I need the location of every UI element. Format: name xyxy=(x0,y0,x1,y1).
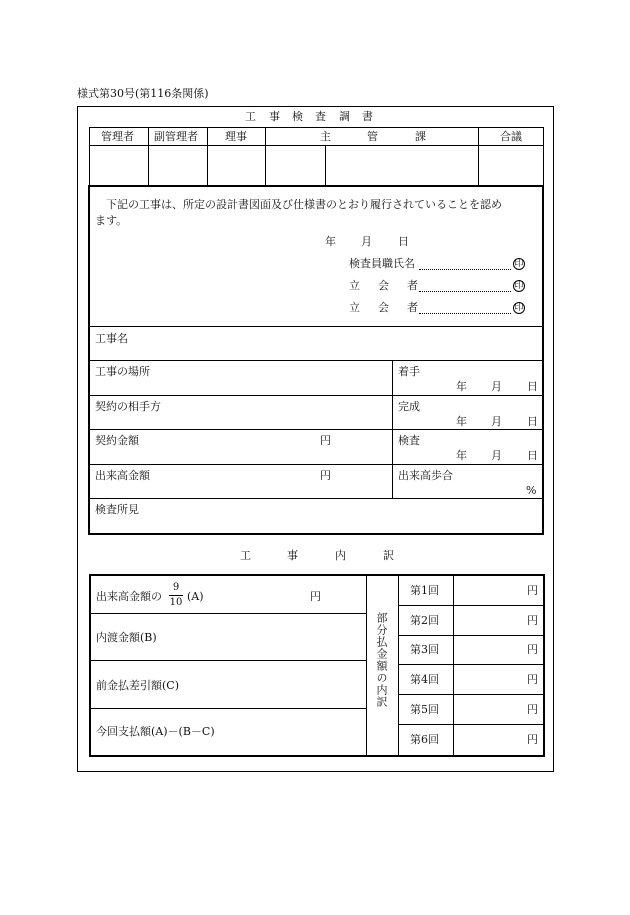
title-char: 事 xyxy=(269,110,280,123)
rule xyxy=(90,498,542,499)
rule xyxy=(90,326,542,327)
yen-unit: 円 xyxy=(527,703,538,716)
rule xyxy=(325,145,326,185)
breakdown-title-char: 内 xyxy=(335,549,346,562)
contractor-label: 契約の相手方 xyxy=(95,400,161,413)
inspection-label: 検査 xyxy=(398,434,420,447)
witness-char: 者 xyxy=(407,301,418,314)
installment-label: 第4回 xyxy=(410,673,439,686)
rule xyxy=(90,395,542,396)
witness-char: 会 xyxy=(378,301,389,314)
manager-header: 管理者 xyxy=(101,130,134,143)
fraction-denominator: 10 xyxy=(169,597,183,608)
title-char: 書 xyxy=(362,110,373,123)
yen-unit: 円 xyxy=(320,469,331,482)
rule xyxy=(478,127,479,185)
ymd-day: 日 xyxy=(527,449,538,462)
fraction-suffix: (A) xyxy=(187,590,204,603)
fraction-numerator: 9 xyxy=(172,582,180,593)
section-header-char: 主 xyxy=(320,130,331,143)
rule xyxy=(398,576,399,755)
vice-manager-header: 副管理者 xyxy=(154,130,198,143)
installment-label: 第6回 xyxy=(410,733,439,746)
title-char: 調 xyxy=(339,110,350,123)
rule xyxy=(453,576,454,755)
ymd-day: 日 xyxy=(527,380,538,393)
installment-label: 第5回 xyxy=(410,703,439,716)
completion-label: 完成 xyxy=(398,400,420,413)
seal-icon: 印 xyxy=(514,281,524,291)
progress-rate-label: 出来高歩合 xyxy=(398,469,453,482)
ymd-year: 年 xyxy=(456,415,467,428)
seal-icon: 印 xyxy=(514,303,524,313)
rule xyxy=(265,127,266,185)
ymd-month: 月 xyxy=(491,449,502,462)
rule xyxy=(398,605,543,606)
ymd-month: 月 xyxy=(491,380,502,393)
witness-char: 会 xyxy=(378,279,389,292)
rule xyxy=(90,360,542,361)
section-header-char: 課 xyxy=(415,130,426,143)
ymd-year: 年 xyxy=(456,380,467,393)
certification-statement-cont: ます。 xyxy=(95,214,128,227)
witness-signature-line xyxy=(419,313,511,314)
ymd-month: 月 xyxy=(491,415,502,428)
fraction-bar xyxy=(169,595,183,596)
date-year: 年 xyxy=(325,235,336,248)
witness-char: 立 xyxy=(349,279,360,292)
yen-unit: 円 xyxy=(320,434,331,447)
yen-unit: 円 xyxy=(527,614,538,627)
rule xyxy=(91,708,366,709)
construction-name-label: 工事名 xyxy=(95,332,128,345)
seal-icon: 印 xyxy=(514,259,524,269)
yen-unit: 円 xyxy=(527,584,538,597)
yen-unit: 円 xyxy=(310,590,321,603)
location-label: 工事の場所 xyxy=(95,365,150,378)
rule xyxy=(392,360,393,498)
form-number: 様式第30号(第116条関係) xyxy=(77,87,209,100)
certification-statement: 下記の工事は、所定の設計書図面及び仕様書のとおり履行されていることを認め xyxy=(106,198,502,211)
inspection-opinion-label: 検査所見 xyxy=(95,503,139,516)
witness-char: 者 xyxy=(407,279,418,292)
rule xyxy=(91,660,366,661)
advance-payment-label: 内渡金額(B) xyxy=(96,631,157,644)
yen-unit: 円 xyxy=(527,673,538,686)
director-header: 理事 xyxy=(225,130,247,143)
breakdown-title-char: 事 xyxy=(287,549,298,562)
rule xyxy=(89,127,544,128)
breakdown-title-char: 訳 xyxy=(383,549,394,562)
percent-unit: % xyxy=(526,484,537,497)
rule xyxy=(398,724,543,725)
contract-amount-label: 契約金額 xyxy=(95,434,139,447)
rule xyxy=(207,127,208,185)
rule xyxy=(89,145,544,146)
start-label: 着手 xyxy=(398,365,420,378)
completed-fraction-label: 出来高金額の xyxy=(96,590,162,603)
rule xyxy=(366,576,367,755)
rule xyxy=(543,127,544,185)
ymd-day: 日 xyxy=(527,415,538,428)
yen-unit: 円 xyxy=(527,643,538,656)
consultation-header: 合議 xyxy=(500,130,522,143)
rule xyxy=(398,694,543,695)
date-month: 月 xyxy=(361,235,372,248)
installment-label: 第1回 xyxy=(410,584,439,597)
ymd-year: 年 xyxy=(456,449,467,462)
rule xyxy=(398,664,543,665)
rule xyxy=(398,635,543,636)
installment-label: 第3回 xyxy=(410,643,439,656)
rule xyxy=(90,464,542,465)
partial-payment-vertical-label: 部分払金額の内訳 xyxy=(375,612,388,708)
current-payment-label: 今回支払額(A)－(B－C) xyxy=(96,725,215,738)
breakdown-title-char: 工 xyxy=(240,549,251,562)
rule xyxy=(90,429,542,430)
rule xyxy=(91,613,366,614)
prepayment-deduction-label: 前金払差引額(C) xyxy=(96,679,179,692)
rule xyxy=(148,127,149,185)
title-char: 査 xyxy=(315,110,326,123)
inspector-label: 検査員職氏名 xyxy=(349,257,415,270)
witness-signature-line xyxy=(419,291,511,292)
installment-label: 第2回 xyxy=(410,614,439,627)
yen-unit: 円 xyxy=(527,733,538,746)
date-day: 日 xyxy=(398,235,409,248)
witness-char: 立 xyxy=(349,301,360,314)
section-header-char: 管 xyxy=(367,130,378,143)
completed-amount-label: 出来高金額 xyxy=(95,469,150,482)
title-char: 検 xyxy=(292,110,303,123)
rule xyxy=(89,127,90,185)
inspector-signature-line xyxy=(419,269,511,270)
title-char: 工 xyxy=(245,110,256,123)
